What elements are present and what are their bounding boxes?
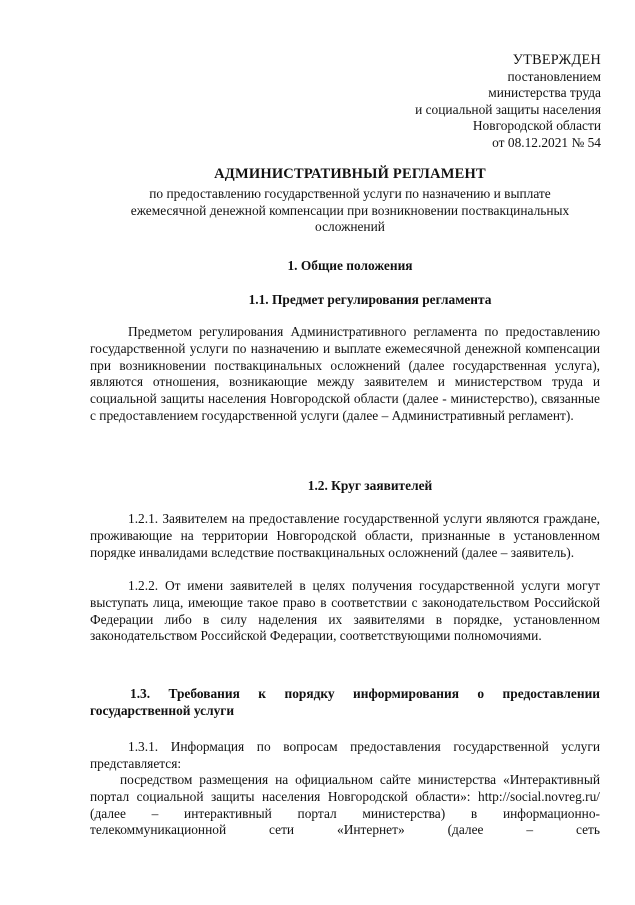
subtitle-line: ежемесячной денежной компенсации при возникновении поствакцинальных bbox=[130, 202, 570, 218]
subsection-heading: 1.2. Круг заявителей bbox=[307, 478, 433, 493]
subtitle-line: по предоставлению государственной услуги по назначению и выплате bbox=[149, 186, 551, 201]
approval-block bbox=[415, 52, 601, 151]
subsection-heading: 1.1. Предмет регулирования регламента bbox=[248, 292, 492, 307]
approval-line: Новгородской области bbox=[472, 118, 601, 133]
approval-line: постановлением bbox=[507, 68, 601, 84]
paragraph: посредством размещения на официальном сайте министерства «Интерактивный портал социальной защиты населения Новгородской области»: http://social.novreg.ru/ (далее – интерактивный портал министерства) в информационно-телекоммуникационной сети «Интернет» (далее – сеть bbox=[90, 772, 600, 838]
section-heading: 1. Общие положения bbox=[287, 258, 413, 273]
paragraph: 1.2.1. Заявителем на предоставление государственной услуги являются граждане, проживающие на территории Новгородской области, признанные в установленном порядке инвалидами вследствие поствакцинальных осложнений (далее – заявитель). bbox=[90, 511, 600, 560]
approval-heading: УТВЕРЖДЕН bbox=[512, 52, 601, 68]
approval-line: и социальной защиты населения bbox=[415, 101, 601, 117]
approval-line: министерства труда bbox=[488, 85, 601, 100]
document-subtitle bbox=[90, 186, 610, 236]
subtitle-line: осложнений bbox=[315, 219, 385, 234]
paragraph: 1.2.2. От имени заявителей в целях получения государственной услуги могут выступать лица, имеющие такое право в соответствии с законодательством Российской Федерации либо в силу наделения их заявителями в порядке, установленном законодательством Российской Федерации, соответствующими полномочиями. bbox=[90, 578, 600, 644]
approval-date: от 08.12.2021 № 54 bbox=[492, 134, 601, 150]
paragraph: 1.3.1. Информация по вопросам предоставления государственной услуги представляется: bbox=[90, 739, 600, 771]
paragraph: Предметом регулирования Административного регламента по предоставлению государственной услуги по назначению и выплате ежемесячной денежной компенсации при возникновении поствакцинальных осложнений (далее государственная услуга), являются отношения, возникающие между заявителем и министерством труда и социальной защиты населения Новгородской области (далее - министерство), связанные с предоставлением государственной услуги (далее – Административный регламент). bbox=[90, 324, 600, 423]
document-title: АДМИНИСТРАТИВНЫЙ РЕГЛАМЕНТ bbox=[214, 166, 486, 182]
subsection-heading: 1.3. Требования к порядку информирования о предоставлении государственной услуги bbox=[90, 686, 600, 718]
